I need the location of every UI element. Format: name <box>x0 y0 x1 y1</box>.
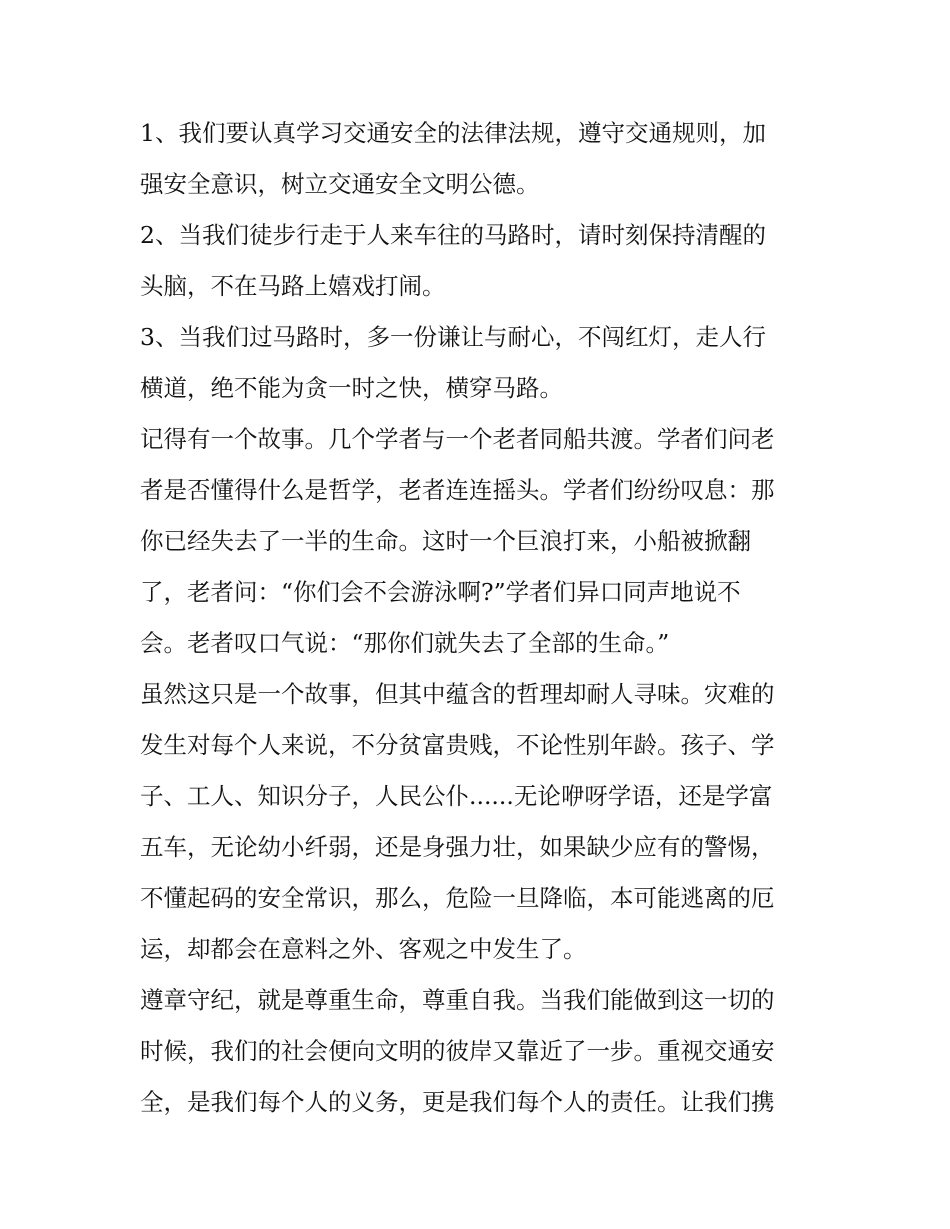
text-line: 你已经失去了一半的生命。这时一个巨浪打来，小船被掀翻 <box>140 527 751 555</box>
text-line: 子、工人、知识分子，人民公仆......无论咿呀学语，还是学富 <box>140 782 773 810</box>
text-line: 强安全意识，树立交通安全文明公德。 <box>140 170 540 198</box>
text-line: 头脑，不在马路上嬉戏打闹。 <box>140 272 446 300</box>
text-line: 不懂起码的安全常识，那么，危险一旦降临，本可能逃离的厄 <box>140 884 775 912</box>
text-line: 了，老者问：“你们会不会游泳啊?”学者们异口同声地说不 <box>140 578 741 606</box>
paragraph-story <box>140 414 820 669</box>
paragraph-rule-1 <box>140 108 820 210</box>
paragraph-rule-3 <box>140 312 820 414</box>
text-line: 2、当我们徒步行走于人来车往的马路时，请时刻保持清醒的 <box>140 221 766 249</box>
paragraph-reflection <box>140 669 820 975</box>
text-line: 遵章守纪，就是尊重生命，尊重自我。当我们能做到这一切的 <box>140 986 775 1014</box>
text-line: 1、我们要认真学习交通安全的法律法规，遵守交通规则，加 <box>140 119 766 147</box>
text-line: 虽然这只是一个故事，但其中蕴含的哲理却耐人寻味。灾难的 <box>140 680 775 708</box>
text-line: 会。老者叹口气说：“那你们就失去了全部的生命。” <box>140 629 670 657</box>
text-line: 横道，绝不能为贪一时之快，横穿马路。 <box>140 374 563 402</box>
text-line: 发生对每个人来说，不分贫富贵贱，不论性别年龄。孩子、学 <box>140 731 775 759</box>
text-line: 3、当我们过马路时，多一份谦让与耐心，不闯红灯，走人行 <box>140 323 766 351</box>
paragraph-conclusion <box>140 975 820 1128</box>
text-line: 五车，无论幼小纤弱，还是身强力壮，如果缺少应有的警惕， <box>140 833 775 861</box>
text-line: 者是否懂得什么是哲学，老者连连摇头。学者们纷纷叹息：那 <box>140 476 775 504</box>
document-body <box>140 108 820 1128</box>
paragraph-rule-2 <box>140 210 820 312</box>
text-line: 全，是我们每个人的义务，更是我们每个人的责任。让我们携 <box>140 1088 775 1116</box>
text-line: 运，却都会在意料之外、客观之中发生了。 <box>140 935 587 963</box>
text-line: 时候，我们的社会便向文明的彼岸又靠近了一步。重视交通安 <box>140 1037 775 1065</box>
text-line: 记得有一个故事。几个学者与一个老者同船共渡。学者们问老 <box>140 425 775 453</box>
